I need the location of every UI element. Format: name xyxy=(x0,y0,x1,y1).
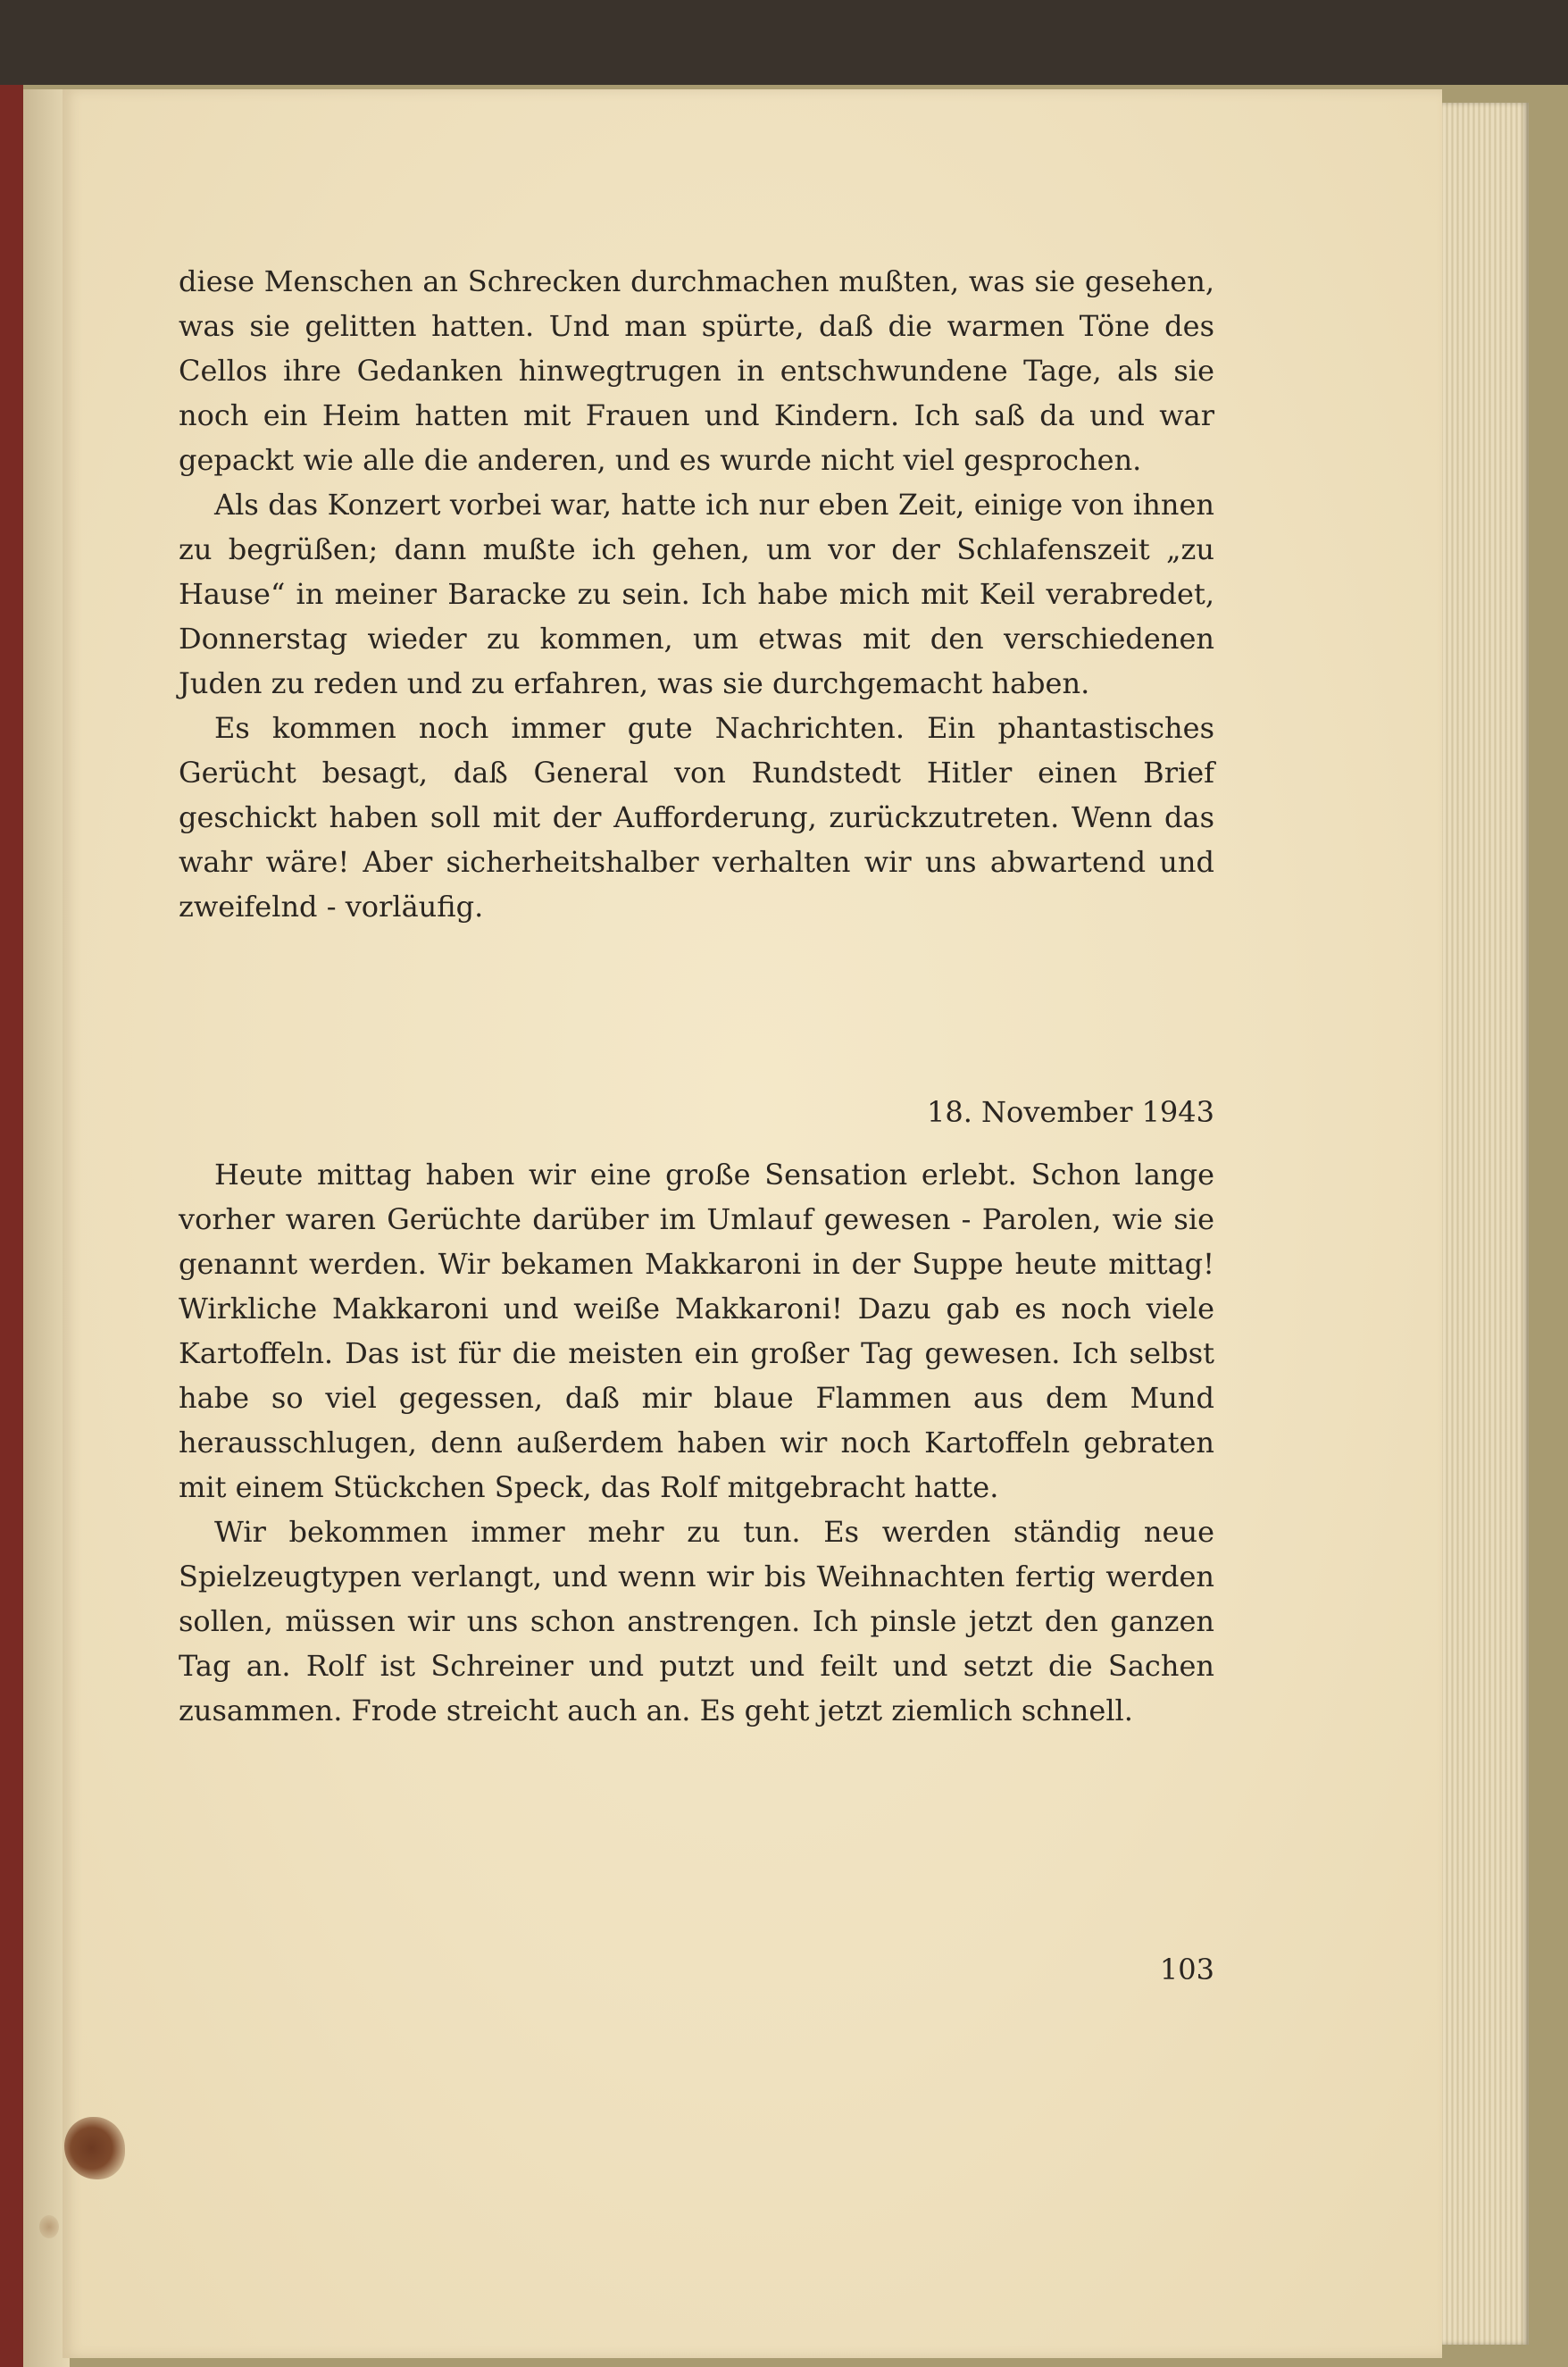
page-spot xyxy=(39,2215,59,2238)
body-text-section-1 xyxy=(179,259,1214,929)
paragraph: Heute mittag haben wir eine große Sensation erlebt. Schon lange vorher waren Gerüchte darüber im Umlauf gewesen - Parolen, wie sie genannt werden. Wir bekamen Makkaroni in der Suppe heute mittag! Wirkliche Makkaroni und weiße Makkaroni! Dazu gab es noch viele Kartoffeln. Das ist für die meisten ein großer Tag gewesen. Ich selbst habe so viel gegessen, daß mir blaue Flammen aus dem Mund herausschlugen, denn außerdem haben wir noch Kartoffeln gebraten mit einem Stückchen Speck, das Rolf mitgebracht hatte. xyxy=(179,1158,1214,1504)
page-number: 103 xyxy=(1159,1953,1214,1986)
paragraph: Es kommen noch immer gute Nachrichten. Ein phantastisches Gerücht besagt, daß General von Rundstedt Hitler einen Brief geschickt haben soll mit der Aufforderung, zurückzutreten. Wenn das wahr wäre! Aber sicherheitshalber verhalten wir uns abwartend und zweifelnd - vorläufig. xyxy=(179,711,1214,924)
page-stain xyxy=(64,2117,125,2179)
paragraph: diese Menschen an Schrecken durchmachen mußten, was sie gesehen, was sie gelitten hatten. Und man spürte, daß die warmen Töne des Cellos ihre Gedanken hinwegtrugen in entschwundene Tage, als sie noch ein Heim hatten mit Frauen und Kindern. Ich saß da und war gepackt wie alle die anderen, und es wurde nicht viel gesprochen. xyxy=(179,264,1214,477)
cover-edge xyxy=(0,85,23,2367)
paragraph: Als das Konzert vorbei war, hatte ich nur eben Zeit, einige von ihnen zu begrüßen; dann mußte ich gehen, um vor der Schlafenszeit „zu Hause“ in meiner Baracke zu sein. Ich habe mich mit Keil verabredet, Donnerstag wieder zu kommen, um etwas mit den verschiedenen Juden zu reden und zu erfahren, was sie durchgemacht haben. xyxy=(179,488,1214,700)
body-text-section-2 xyxy=(179,1152,1214,1733)
paragraph: Wir bekommen immer mehr zu tun. Es werden ständig neue Spielzeugtypen verlangt, und wenn wir bis Weihnachten fertig werden sollen, müssen wir uns schon anstrengen. Ich pinsle jetzt den ganzen Tag an. Rolf ist Schreiner und putzt und feilt und setzt die Sachen zusammen. Frode streicht auch an. Es geht jetzt ziemlich schnell. xyxy=(179,1515,1214,1727)
entry-date: 18. November 1943 xyxy=(926,1095,1214,1129)
